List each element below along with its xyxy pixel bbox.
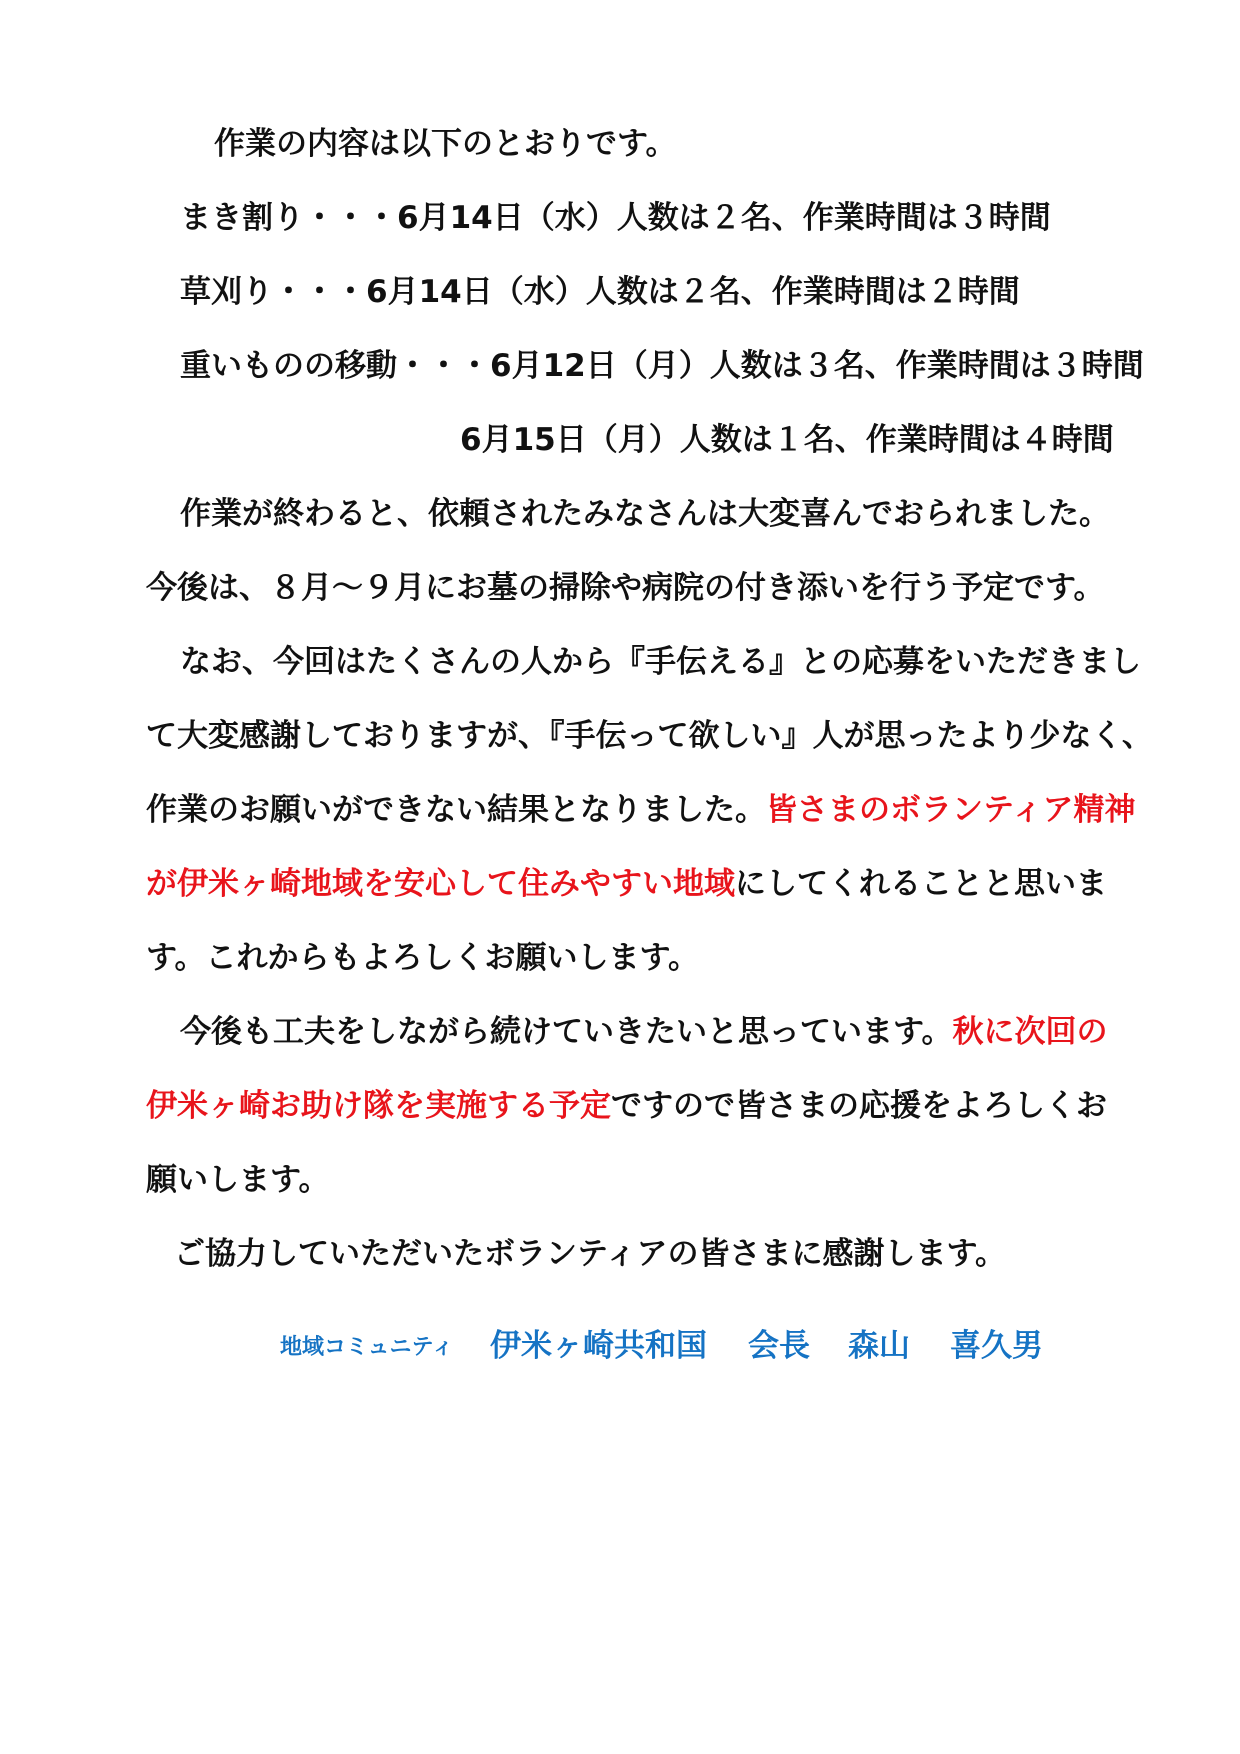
paragraph-next-line-2 (146, 1086, 1107, 1126)
highlight-safe-community: が伊米ヶ崎地域を安心して住みやすい地域 (146, 866, 735, 902)
paragraph-thanks-line-2: て大変感謝しておりますが、『手伝って欲しい』人が思ったより少なく、 (146, 718, 1153, 754)
paragraph-thanks-line-4 (146, 864, 1107, 904)
paragraph-next-line-2-text: ですので皆さまの応援をよろしくお (611, 1088, 1107, 1124)
paragraph-thanks-line-3 (146, 790, 1136, 830)
closing-thanks: ご協力していただいたボランティアの皆さまに感謝します。 (174, 1236, 1007, 1272)
signature-role: 会長 (748, 1328, 810, 1364)
paragraph-thanks-line-5: す。これからもよろしくお願いします。 (146, 940, 700, 976)
task-moving-heavy-items: 重いものの移動・・・6月12日（月）人数は３名、作業時間は３時間 (180, 348, 1144, 384)
paragraph-next-line-3: 願いします。 (146, 1162, 330, 1198)
task-firewood: まき割り・・・6月14日（水）人数は２名、作業時間は３時間 (180, 200, 1051, 236)
paragraph-thanks-line-4-text: にしてくれることと思いま (735, 866, 1107, 902)
signature-organization-name: 伊米ヶ崎共和国 (490, 1328, 707, 1364)
signature-organization-type: 地域コミュニティ (280, 1335, 454, 1360)
paragraph-thanks-line-1: なお、今回はたくさんの人から『手伝える』との応募をいただきまし (180, 644, 1141, 680)
signature-given-name: 喜久男 (950, 1328, 1043, 1364)
signature-surname: 森山 (848, 1328, 910, 1364)
highlight-volunteer-spirit: 皆さまのボランティア精神 (766, 792, 1136, 828)
paragraph-next-line-1-text: 今後も工夫をしながら続けていきたいと思っています。 (180, 1014, 953, 1050)
paragraph-next-line-1 (180, 1012, 1108, 1052)
paragraph-completion: 作業が終わると、依頼されたみなさんは大変喜んでおられました。 (180, 496, 1110, 532)
highlight-next-autumn: 秋に次回の (952, 1014, 1108, 1050)
task-moving-heavy-items-second-date: 6月15日（月）人数は１名、作業時間は４時間 (460, 422, 1114, 458)
task-mowing: 草刈り・・・6月14日（水）人数は２名、作業時間は２時間 (180, 274, 1020, 310)
highlight-next-event: 伊米ヶ崎お助け隊を実施する予定 (146, 1088, 611, 1124)
paragraph-future-plans: 今後は、８月～９月にお墓の掃除や病院の付き添いを行う予定です。 (146, 570, 1105, 606)
paragraph-thanks-line-3-text: 作業のお願いができない結果となりました。 (146, 792, 766, 828)
intro-text: 作業の内容は以下のとおりです。 (214, 126, 677, 162)
